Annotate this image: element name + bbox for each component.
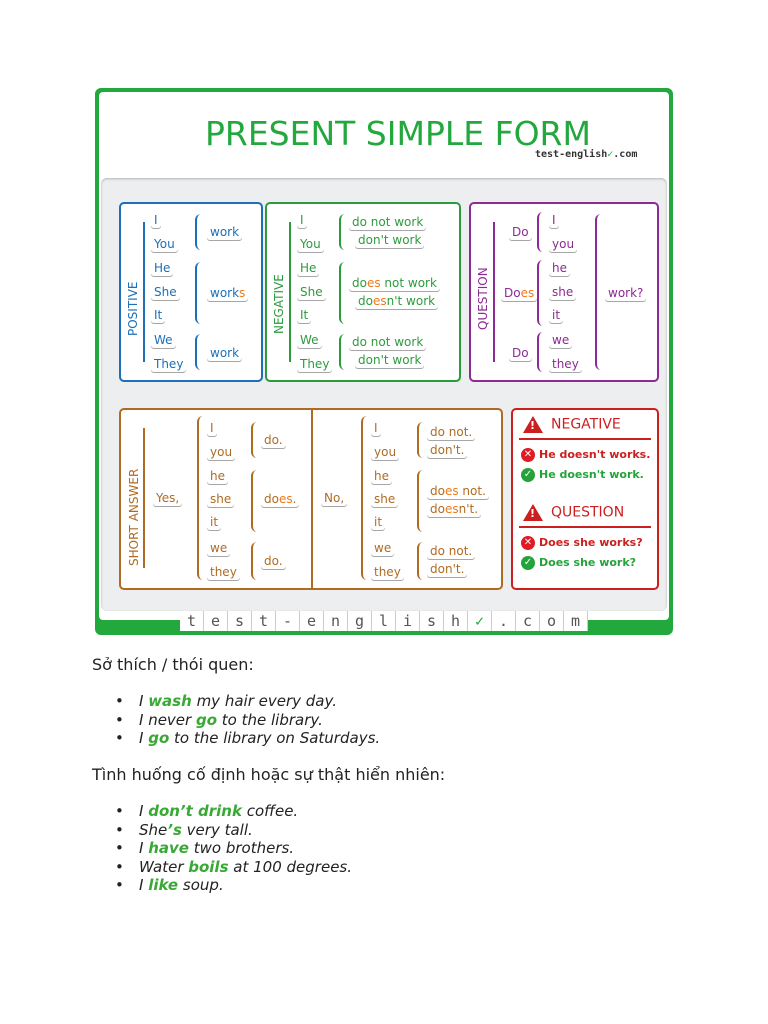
question-verb: work?: [605, 285, 646, 301]
short-answer-yes-form: do.: [261, 432, 286, 448]
negative-form: doesn't work: [355, 293, 438, 309]
negative-divider: [289, 222, 291, 362]
negative-pronoun: He: [297, 260, 319, 276]
strip-letter: t: [252, 611, 276, 631]
strip-letter: s: [420, 611, 444, 631]
check-icon: ✓: [468, 611, 492, 631]
strip-letter: s: [228, 611, 252, 631]
question-pronoun: we: [549, 332, 572, 348]
facts-list: [115, 802, 352, 895]
negative-pronoun: You: [297, 236, 324, 252]
check-icon: ✓: [521, 468, 535, 482]
brace: [417, 542, 425, 580]
positive-verb: work: [207, 224, 242, 240]
strip-letter: o: [540, 611, 564, 631]
brace: [361, 416, 369, 580]
negative-pronoun: We: [297, 332, 322, 348]
negative-form: do not work: [349, 334, 426, 350]
question-divider: [493, 222, 495, 362]
brace: [417, 422, 425, 458]
short-answer-yes-form: does.: [261, 491, 299, 507]
short-answer-pronoun: she: [207, 491, 234, 507]
grammar-panel: [101, 178, 667, 611]
question-aux: Do: [509, 345, 532, 361]
brace: [251, 542, 259, 580]
short-answer-pronoun: they: [207, 564, 240, 580]
brace: [251, 422, 259, 458]
positive-pronoun: I: [151, 212, 161, 228]
brand-suffix: .com: [613, 149, 638, 160]
divider: [519, 526, 651, 528]
short-answer-separator: [311, 410, 313, 588]
short-answer-label: SHORT ANSWER: [127, 468, 141, 566]
brace: [537, 332, 545, 372]
positive-pronoun: She: [151, 284, 180, 300]
positive-pronoun: You: [151, 236, 178, 252]
short-answer-no-form: doesn't.: [427, 501, 481, 517]
negative-box: [265, 202, 461, 382]
short-answer-no-form: do not.: [427, 543, 475, 559]
question-pronoun: you: [549, 236, 577, 252]
question-aux: Does: [501, 285, 537, 301]
short-answer-yes: Yes,: [153, 490, 182, 506]
brace: [195, 262, 203, 324]
section-heading-facts: Tình huống cố định hoặc sự thật hiển nhiên:: [92, 765, 446, 784]
short-answer-pronoun: it: [207, 514, 221, 530]
short-answer-pronoun: she: [371, 491, 398, 507]
divider: [519, 438, 651, 440]
strip-letter: t: [180, 611, 204, 631]
strip-letter: i: [396, 611, 420, 631]
question-label: QUESTION: [476, 267, 490, 330]
short-answer-pronoun: they: [371, 564, 404, 580]
list-item: • I go to the library on Saturdays.: [115, 729, 381, 747]
strip-letter: -: [276, 611, 300, 631]
short-answer-pronoun: we: [371, 540, 394, 556]
positive-pronoun: We: [151, 332, 176, 348]
brace: [595, 214, 603, 370]
brace: [417, 470, 425, 532]
infographic-card: [99, 92, 669, 620]
negative-pronoun: She: [297, 284, 326, 300]
short-answer-divider: [143, 428, 145, 568]
short-answer-pronoun: I: [207, 420, 217, 436]
list-item: • I wash my hair every day.: [115, 692, 337, 710]
strip-letter: m: [564, 611, 588, 631]
negative-pronoun: I: [297, 212, 307, 228]
positive-box: [119, 202, 263, 382]
negative-right-example: ✓ He doesn't work.: [521, 468, 644, 482]
brace: [339, 262, 347, 324]
list-item: • I have two brothers.: [115, 839, 295, 857]
short-answer-pronoun: I: [371, 420, 381, 436]
brace: [251, 470, 259, 532]
positive-pronoun: They: [151, 356, 186, 372]
list-item: • I like soup.: [115, 876, 224, 894]
short-answer-pronoun: you: [207, 444, 235, 460]
cross-icon: ✕: [521, 536, 535, 550]
negative-pronoun: They: [297, 356, 332, 372]
strip-letter: .: [492, 611, 516, 631]
brace: [339, 214, 347, 250]
present-simple-infographic: [95, 88, 673, 635]
list-item: • Water boils at 100 degrees.: [115, 857, 353, 876]
short-answer-pronoun: you: [371, 444, 399, 460]
brand-label: [535, 149, 637, 160]
short-answer-pronoun: we: [207, 540, 230, 556]
question-pronoun: she: [549, 284, 576, 300]
cross-icon: ✕: [521, 448, 535, 462]
negative-error-heading: !NEGATIVE: [523, 416, 621, 433]
short-answer-pronoun: he: [207, 468, 228, 484]
question-error-heading: !QUESTION: [523, 504, 624, 521]
infographic-title: PRESENT SIMPLE FORM: [205, 114, 591, 153]
negative-form: does not work: [349, 275, 440, 291]
question-aux: Do: [509, 224, 532, 240]
strip-letter: c: [516, 611, 540, 631]
brace: [537, 260, 545, 326]
short-answer-pronoun: it: [371, 514, 385, 530]
list-item: • I never go to the library.: [115, 710, 323, 729]
short-answer-no: No,: [321, 490, 347, 506]
question-wrong-example: ✕ Does she works?: [521, 536, 643, 550]
strip-letter: l: [372, 611, 396, 631]
negative-wrong-example: ✕ He doesn't works.: [521, 448, 650, 462]
short-answer-yes-form: do.: [261, 553, 286, 569]
short-answer-pronoun: he: [371, 468, 392, 484]
short-answer-box: [119, 408, 503, 590]
habits-list: [115, 692, 380, 748]
positive-label: POSITIVE: [126, 281, 140, 336]
strip-letter: e: [300, 611, 324, 631]
negative-label: NEGATIVE: [272, 274, 286, 334]
negative-form: don't work: [355, 232, 424, 248]
check-icon: ✓: [607, 149, 614, 160]
brace: [197, 416, 205, 580]
question-box: [469, 202, 659, 382]
list-item: • I don’t drink coffee.: [115, 802, 299, 820]
brand-name: test-english: [535, 149, 608, 160]
strip-letter: e: [204, 611, 228, 631]
common-errors-box: [511, 408, 659, 590]
strip-letter: h: [444, 611, 468, 631]
positive-pronoun: It: [151, 307, 165, 323]
brace: [195, 334, 203, 370]
short-answer-no-form: do not.: [427, 424, 475, 440]
positive-pronoun: He: [151, 260, 173, 276]
brace: [339, 334, 347, 370]
question-pronoun: I: [549, 212, 559, 228]
warning-icon: [523, 416, 543, 433]
question-pronoun: he: [549, 260, 570, 276]
check-icon: ✓: [521, 556, 535, 570]
positive-verb: work: [207, 345, 242, 361]
brace: [537, 212, 545, 252]
question-pronoun: they: [549, 356, 582, 372]
positive-verb: works: [207, 285, 248, 301]
warning-icon: [523, 504, 543, 521]
strip-letter: g: [348, 611, 372, 631]
brace: [195, 214, 203, 250]
negative-form: do not work: [349, 214, 426, 230]
question-right-example: ✓ Does she work?: [521, 556, 636, 570]
negative-form: don't work: [355, 352, 424, 368]
positive-divider: [143, 222, 145, 362]
question-pronoun: it: [549, 307, 563, 323]
strip-letter: n: [324, 611, 348, 631]
short-answer-no-form: don't.: [427, 442, 467, 458]
list-item: • She’s very tall.: [115, 820, 253, 839]
negative-pronoun: It: [297, 307, 311, 323]
short-answer-no-form: don't.: [427, 561, 467, 577]
section-heading-habits: Sở thích / thói quen:: [92, 655, 254, 674]
brand-strip: [180, 611, 588, 631]
short-answer-no-form: does not.: [427, 483, 489, 499]
